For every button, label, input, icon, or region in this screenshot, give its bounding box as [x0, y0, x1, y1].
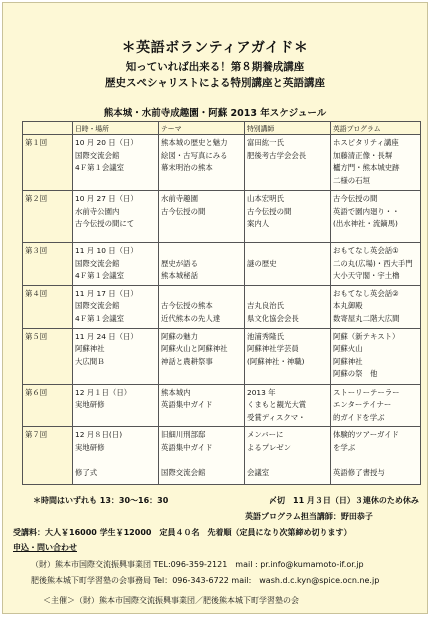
- lecturer-cell: [245, 135, 331, 191]
- contact-school: 肥後熊本城下町学習塾の会事務局 Tel：096-343-6722 mail: wash.d.c.kyn@spice.ocn.ne.jp: [31, 576, 380, 585]
- cell-line: 熊本城秘話: [161, 271, 198, 281]
- cell-line: 幕末明治の熊本: [161, 163, 213, 173]
- cell-line: 大小天守閣・宇土櫓: [333, 271, 400, 281]
- cell-line: 12 月１日（日）: [75, 387, 132, 397]
- session-number: 第２回: [23, 191, 73, 243]
- english-program-cell: [331, 285, 421, 328]
- cell-line: 英語で園内廻り・・: [333, 206, 400, 216]
- cell-line: 阿蘇火山: [333, 344, 363, 354]
- header-cell: 特別講師: [245, 122, 331, 135]
- cell-line: 歴史が語る: [161, 258, 198, 268]
- date-place-cell: [73, 243, 159, 286]
- apply-link[interactable]: 申込・問い合わせ: [13, 543, 77, 552]
- cell-line: 体験的ツアーガイド: [333, 430, 399, 440]
- english-program-cell: [331, 243, 421, 286]
- cell-line: 謎の歴史: [247, 258, 277, 268]
- cell-line: 阿蘇の魅力: [161, 331, 198, 341]
- cell-line: 国際交流会館: [75, 301, 120, 311]
- english-teacher: 英語プログラム担当講師：野田恭子: [245, 512, 373, 521]
- lecturer-cell: [245, 328, 331, 384]
- subtitle-special: 歴史スペシャリストによる特別講座と英語講座: [104, 77, 326, 89]
- cell-line: 絵図・古写真にみる: [161, 150, 228, 160]
- theme-cell: [159, 243, 245, 286]
- session-number: 第４回: [23, 285, 73, 328]
- flyer-title: ＊英語ボランティアガイド＊: [121, 40, 309, 56]
- cell-line: ストーリーテーラー: [333, 387, 400, 397]
- cell-line: 二の丸(広場)・西大手門: [333, 258, 413, 268]
- cell-line: 池浦秀隆氏: [247, 331, 284, 341]
- cell-line: 阿蘇神社: [75, 344, 105, 354]
- english-program-cell: [331, 328, 421, 384]
- date-place-cell: [73, 384, 159, 427]
- flyer: [2, 2, 428, 614]
- header-cell: テーマ: [159, 122, 245, 135]
- cell-line: おもてなし英会話①: [333, 246, 399, 255]
- theme-cell: [159, 135, 245, 191]
- cell-line: 実地研修: [75, 442, 105, 452]
- cell-line: 11 月 24 日（日）: [75, 331, 138, 341]
- theme-cell: [159, 427, 245, 485]
- cell-line: 近代熊本の先人達: [161, 313, 221, 323]
- table-row: [23, 427, 421, 485]
- cell-line: 古今伝授の間: [333, 194, 378, 203]
- theme-cell: [159, 328, 245, 384]
- table-header-row: [23, 122, 421, 135]
- cell-line: 阿蘇神社学芸員: [247, 344, 299, 354]
- header-cell: 英語プログラム: [331, 122, 421, 135]
- cell-line: 2013 年: [247, 387, 276, 397]
- cell-line: 古今伝授の間: [161, 206, 206, 216]
- cell-line: 英語修了書授与: [333, 468, 385, 478]
- cell-line: [247, 455, 328, 468]
- cell-line: 10 月 20 日（日）: [75, 138, 138, 147]
- cell-line: 肥後考古学会会長: [247, 150, 307, 160]
- cell-line: 阿蘇の祭 他: [333, 369, 378, 379]
- table-row: [23, 243, 421, 286]
- cell-line: [247, 245, 328, 258]
- cell-line: 会議室: [247, 468, 270, 478]
- cell-line: [161, 455, 242, 468]
- table-row: [23, 285, 421, 328]
- cell-line: 数寄屋丸二階大広間: [333, 313, 400, 323]
- cell-line: (阿蘇神社・神職): [247, 356, 305, 366]
- cell-line: [75, 455, 156, 468]
- cell-line: [333, 455, 418, 468]
- theme-cell: [159, 384, 245, 427]
- cell-line: 加藤清正像・長塀: [333, 150, 393, 160]
- deadline: 〆切 11 月３日（日）３連休のため休み: [269, 496, 419, 505]
- cell-line: 英語集中ガイド: [161, 400, 213, 410]
- header-cell: [23, 122, 73, 135]
- fees-capacity: 受講料：大人￥16000 学生￥12000 定員４０名 先着順（定員になり次第締め切ります）: [13, 528, 352, 537]
- english-program-cell: [331, 427, 421, 485]
- cell-line: 古今伝授の熊本: [161, 301, 213, 311]
- cell-line: 神話と農耕祭事: [161, 356, 213, 366]
- cell-line: 熊本城の歴史と魅力: [161, 138, 228, 147]
- cell-line: 12 月８日(日): [75, 430, 123, 440]
- cell-line: メンバーに: [247, 430, 284, 440]
- session-number: 第１回: [23, 135, 73, 191]
- table-row: [23, 384, 421, 427]
- session-number: 第３回: [23, 243, 73, 286]
- cell-line: 修了式: [75, 468, 98, 478]
- cell-line: [247, 288, 328, 301]
- header-cell: 日時・場所: [73, 122, 159, 135]
- cell-line: 旧細川刑部邸: [161, 430, 206, 440]
- lecturer-cell: [245, 384, 331, 427]
- lecturer-cell: [245, 427, 331, 485]
- cell-line: エンターテイナー: [333, 400, 392, 410]
- cell-line: 案内人: [247, 219, 270, 229]
- cell-line: 山本宏明氏: [247, 194, 284, 203]
- lecturer-cell: [245, 285, 331, 328]
- date-place-cell: [73, 328, 159, 384]
- cell-line: 阿蘇火山と阿蘇神社: [161, 344, 228, 354]
- lecturer-cell: [245, 243, 331, 286]
- subtitle-course: 知っていれば出来る！第８期養成講座: [125, 61, 305, 73]
- cell-line: 本丸御殿: [333, 301, 363, 311]
- cell-line: [161, 245, 242, 258]
- cell-line: 11 月 17 日（日）: [75, 288, 138, 298]
- cell-line: [161, 288, 242, 301]
- cell-line: 11 月 10 日（日）: [75, 246, 138, 255]
- cell-line: 的ガイドを学ぶ: [333, 412, 385, 422]
- cell-line: 古今伝授の間: [247, 206, 292, 216]
- session-number: 第５回: [23, 328, 73, 384]
- date-place-cell: [73, 285, 159, 328]
- cell-line: 阿蘇（新テキスト）: [333, 331, 400, 341]
- theme-cell: [159, 191, 245, 243]
- cell-line: 国際交流会館: [161, 468, 206, 478]
- cell-line: くまもと観光大賞: [247, 400, 307, 410]
- cell-line: 10 月 27 日（日）: [75, 194, 138, 203]
- time-note: ＊時間はいずれも 13：30～16：30: [33, 496, 169, 505]
- schedule-title: 熊本城・水前寺成趣園・阿蘇 2013 年スケジュール: [103, 108, 327, 119]
- cell-line: 水前寺公園内: [75, 206, 120, 216]
- date-place-cell: [73, 191, 159, 243]
- english-program-cell: [331, 135, 421, 191]
- table-row: [23, 135, 421, 191]
- date-place-cell: [73, 135, 159, 191]
- cell-line: 古今伝授の間にて: [75, 219, 135, 229]
- organizer: ＜主催＞（財）熊本市国際交流振興事業団／肥後熊本城下町学習塾の会: [43, 596, 299, 605]
- cell-line: 国際交流会館: [75, 258, 120, 268]
- cell-line: 櫨方門・熊本城史跡: [333, 163, 400, 173]
- cell-line: 水前寺趣園: [161, 194, 198, 203]
- cell-line: 県文化協会会長: [247, 313, 299, 323]
- cell-line: 大広間Ｂ: [75, 356, 105, 366]
- cell-line: (出水神社・流鏑馬): [333, 219, 398, 229]
- cell-line: 国際交流会館: [75, 150, 120, 160]
- session-number: 第７回: [23, 427, 73, 485]
- cell-line: 英語集中ガイド: [161, 442, 213, 452]
- cell-line: 4Ｆ第１会議室: [75, 313, 125, 323]
- contact-foundation: （財）熊本市国際交流振興事業団 TEL:096-359-2121 mail : pr.info@kumamoto-if.or.jp: [31, 560, 364, 569]
- session-number: 第６回: [23, 384, 73, 427]
- table-row: [23, 191, 421, 243]
- cell-line: 実地研修: [75, 400, 105, 410]
- cell-line: 阿蘇神社: [333, 356, 363, 366]
- cell-line: ホスピタリティ講座: [333, 138, 399, 147]
- english-program-cell: [331, 384, 421, 427]
- cell-line: よるプレゼン: [247, 442, 292, 452]
- cell-line: 熊本城内: [161, 387, 191, 397]
- cell-line: おもてなし英会話②: [333, 288, 399, 298]
- cell-line: 富田紘一氏: [247, 138, 284, 147]
- table-row: [23, 328, 421, 384]
- cell-line: を学ぶ: [333, 442, 356, 452]
- cell-line: 受賞ディスクマ・: [247, 412, 306, 422]
- date-place-cell: [73, 427, 159, 485]
- cell-line: 吉丸良治氏: [247, 301, 284, 311]
- cell-line: 4Ｆ第１会議室: [75, 163, 125, 173]
- theme-cell: [159, 285, 245, 328]
- english-program-cell: [331, 191, 421, 243]
- lecturer-cell: [245, 191, 331, 243]
- cell-line: 4Ｆ第１会議室: [75, 271, 125, 281]
- cell-line: 二様の石垣: [333, 175, 370, 185]
- schedule-table: [22, 121, 421, 485]
